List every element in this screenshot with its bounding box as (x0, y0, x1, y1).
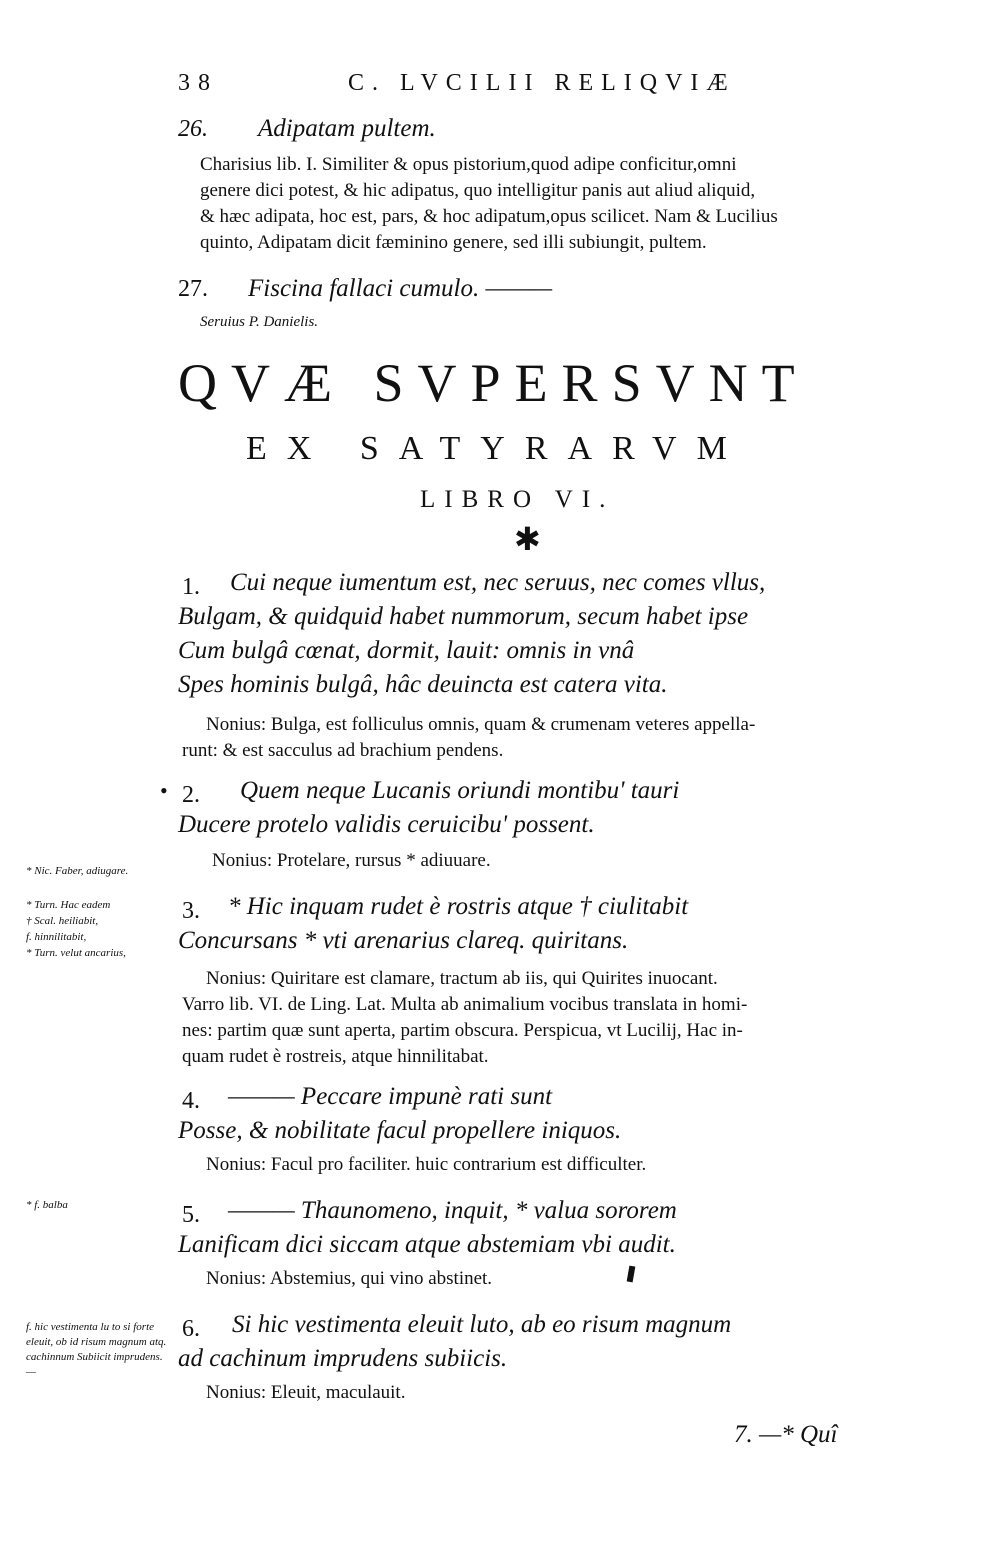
commentary (200, 152, 900, 256)
section-subtitle: EX SATYRARVM (246, 430, 747, 467)
verse-line: * Hic inquam rudet è rostris atque † ciulitabit (228, 893, 689, 920)
fragment-number: 4. (182, 1088, 200, 1114)
fragment-verse-block (178, 1194, 677, 1262)
verse-line: Quem neque Lucanis oriundi montibu' tauri (240, 777, 680, 804)
commentary (182, 966, 896, 1070)
margin-note: * Turn. velut ancarius, (26, 947, 126, 959)
book-number: LIBRO VI. (420, 486, 615, 513)
verse-line: ad cachinum imprudens subiicis. (178, 1345, 508, 1372)
page-number: 38 (178, 70, 218, 96)
verse-line: ——— Peccare impunè rati sunt (228, 1083, 553, 1110)
verse-line: Cum bulgâ cœnat, dormit, lauit: omnis in vnâ (178, 637, 635, 664)
fragment-number: 5. (182, 1202, 200, 1228)
fragment-number: 26. (178, 116, 208, 142)
fragment-number: 2. (182, 782, 200, 808)
fragment-number: 6. (182, 1316, 200, 1342)
commentary-line: Nonius: Bulga, est folliculus omnis, quam & crumenam veteres appella- (206, 714, 756, 735)
margin-note: f. hic vestimenta lu to si forte eleuit, ob id risum magnum atq. cachinnum Subiicit imprudens. — (26, 1321, 167, 1378)
commentary-line: nes: partim quæ sunt aperta, partim obscura. Perspicua, vt Lucilij, Hac in- (182, 1020, 743, 1041)
fragment-verse-block (178, 1308, 731, 1376)
commentary: Nonius: Abstemius, qui vino abstinet. (206, 1268, 493, 1289)
asterisk-ornament: ✱ (514, 521, 541, 557)
verse-line: Bulgam, & quidquid habet nummorum, secum habet ipse (178, 603, 749, 630)
commentary-line: quam rudet è rostreis, atque hinnilitabat. (182, 1046, 489, 1067)
verse-line: Lanificam dici siccam atque abstemiam vbi audit. (178, 1231, 676, 1258)
commentary-line: & hæc adipata, hoc est, pars, & hoc adipatum,opus scilicet. Nam & Lucilius (200, 206, 778, 227)
margin-marker: • (160, 778, 168, 803)
ink-blot (627, 1266, 636, 1283)
fragment-verse-block (178, 774, 679, 842)
fragment-number: 3. (182, 898, 200, 924)
commentary-line: genere dici potest, & hic adipatus, quo intelligitur panis aut aliud aliquid, (200, 180, 756, 201)
verse-line: Cui neque iumentum est, nec seruus, nec comes vllus, (230, 569, 766, 596)
verse-line: ——— Thaunomeno, inquit, * valua sororem (228, 1197, 677, 1224)
verse-line: Posse, & nobilitate facul propellere iniquos. (178, 1117, 622, 1144)
margin-note: * Turn. Hac eadem (26, 899, 111, 911)
margin-note: † Scal. heiliabit, (26, 915, 99, 927)
commentary: Nonius: Protelare, rursus * adiuuare. (212, 850, 491, 871)
commentary: Nonius: Facul pro faciliter. huic contrarium est difficulter. (206, 1154, 647, 1175)
running-title: C. LVCILII RELIQVIÆ (348, 70, 736, 96)
commentary-line: Nonius: Quiritare est clamare, tractum ab iis, qui Quirites inuocant. (206, 968, 718, 989)
verse-line: Ducere protelo validis ceruicibu' possent. (178, 811, 595, 838)
margin-note: f. hinnilitabit, (26, 931, 87, 943)
fragment-number: 27. (178, 276, 208, 302)
fragment-verse-block (178, 890, 688, 958)
commentary-line: Charisius lib. I. Similiter & opus pistorium,quod adipe conficitur,omni (200, 154, 737, 175)
verse-line: Si hic vestimenta eleuit luto, ab eo risum magnum (232, 1311, 732, 1338)
fragment-verse-block (178, 566, 765, 702)
commentary-line: quinto, Adipatam dicit fæminino genere, sed illi subiungit, pultem. (200, 232, 707, 253)
commentary: Nonius: Eleuit, maculauit. (206, 1382, 406, 1403)
fragment-verse-block (178, 1080, 621, 1148)
fragment-number: 1. (182, 574, 200, 600)
verse-line: Spes hominis bulgâ, hâc deuincta est catera vita. (178, 671, 668, 698)
margin-note: * Nic. Faber, adiugare. (26, 865, 129, 877)
commentary (182, 712, 896, 764)
catchword: 7. —* Quî (734, 1421, 838, 1448)
fragment-verse: Fiscina fallaci cumulo. ——— (248, 275, 553, 302)
commentary-line: Varro lib. VI. de Ling. Lat. Multa ab animalium vocibus translata in homi- (182, 994, 748, 1015)
source-citation: Seruius P. Danielis. (200, 314, 319, 330)
fragment-verse: Adipatam pultem. (258, 115, 436, 142)
margin-note: * f. balba (26, 1199, 68, 1211)
verse-line: Concursans * vti arenarius clareq. quiritans. (178, 927, 629, 954)
commentary-line: runt: & est sacculus ad brachium pendens. (182, 740, 504, 761)
section-title: QVÆ SVPERSVNT (178, 353, 809, 413)
